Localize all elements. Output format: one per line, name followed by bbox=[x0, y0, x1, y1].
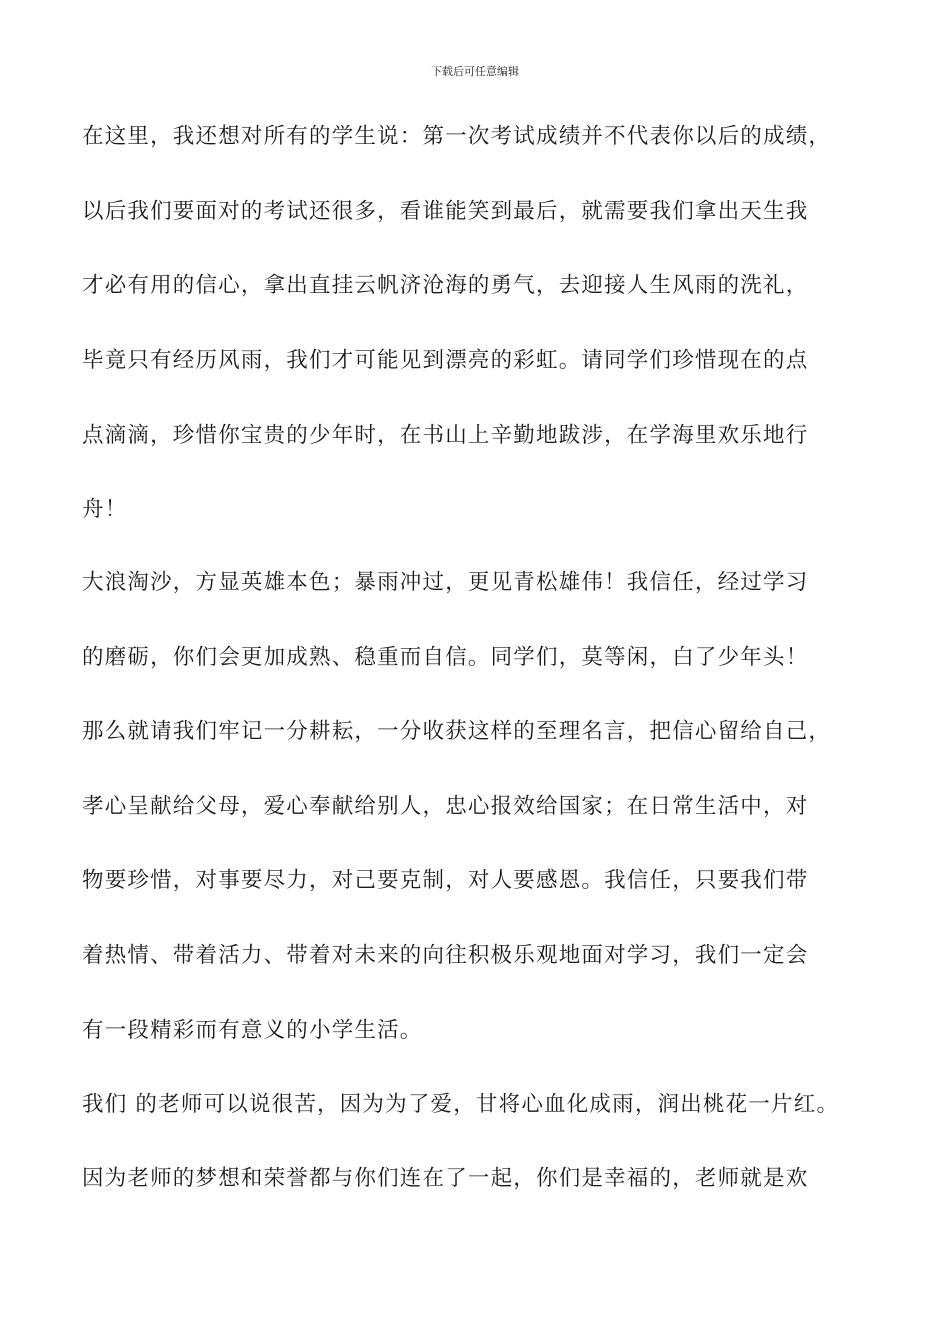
paragraph-line: 的磨砺，你们会更加成熟、稳重而自信。同学们，莫等闲，白了少年头！ bbox=[82, 645, 809, 670]
paragraph-line: 有一段精彩而有意义的小学生活。 bbox=[82, 1018, 423, 1043]
paragraph-line: 舟！ bbox=[82, 497, 128, 522]
paragraph-line: 才必有用的信心，拿出直挂云帆济沧海的勇气，去迎接人生风雨的洗礼， bbox=[82, 273, 809, 298]
paragraph-line: 物要珍惜，对事要尽力，对己要克制，对人要感恩。我信任，只要我们带 bbox=[82, 868, 809, 893]
paragraph-line: 点滴滴，珍惜你宝贵的少年时，在书山上辛勤地跋涉，在学海里欢乐地行 bbox=[82, 423, 809, 448]
paragraph-line: 着热情、带着活力、带着对未来的向往积极乐观地面对学习，我们一定会 bbox=[82, 943, 809, 968]
paragraph-line: 因为老师的梦想和荣誉都与你们连在了一起，你们是幸福的，老师就是欢 bbox=[82, 1166, 809, 1191]
paragraph-line: 大浪淘沙，方显英雄本色；暴雨冲过，更见青松雄伟！我信任，经过学习 bbox=[82, 570, 809, 595]
paragraph-line: 以后我们要面对的考试还很多，看谁能笑到最后，就需要我们拿出天生我 bbox=[82, 199, 809, 224]
paragraph-line: 在这里，我还想对所有的学生说：第一次考试成绩并不代表你以后的成绩， bbox=[82, 124, 832, 149]
paragraph-line: 那么就请我们牢记一分耕耘，一分收获这样的至理名言，把信心留给自己， bbox=[82, 719, 832, 744]
paragraph-line: 我们 的老师可以说很苦，因为为了爱，甘将心血化成雨，润出桃花一片红。 bbox=[82, 1092, 840, 1117]
paragraph-line: 孝心呈献给父母，爱心奉献给别人，忠心报效给国家；在日常生活中，对 bbox=[82, 794, 809, 819]
page-header: 下载后可任意编辑 bbox=[431, 65, 519, 78]
paragraph-line: 毕竟只有经历风雨，我们才可能见到漂亮的彩虹。请同学们珍惜现在的点 bbox=[82, 348, 809, 373]
